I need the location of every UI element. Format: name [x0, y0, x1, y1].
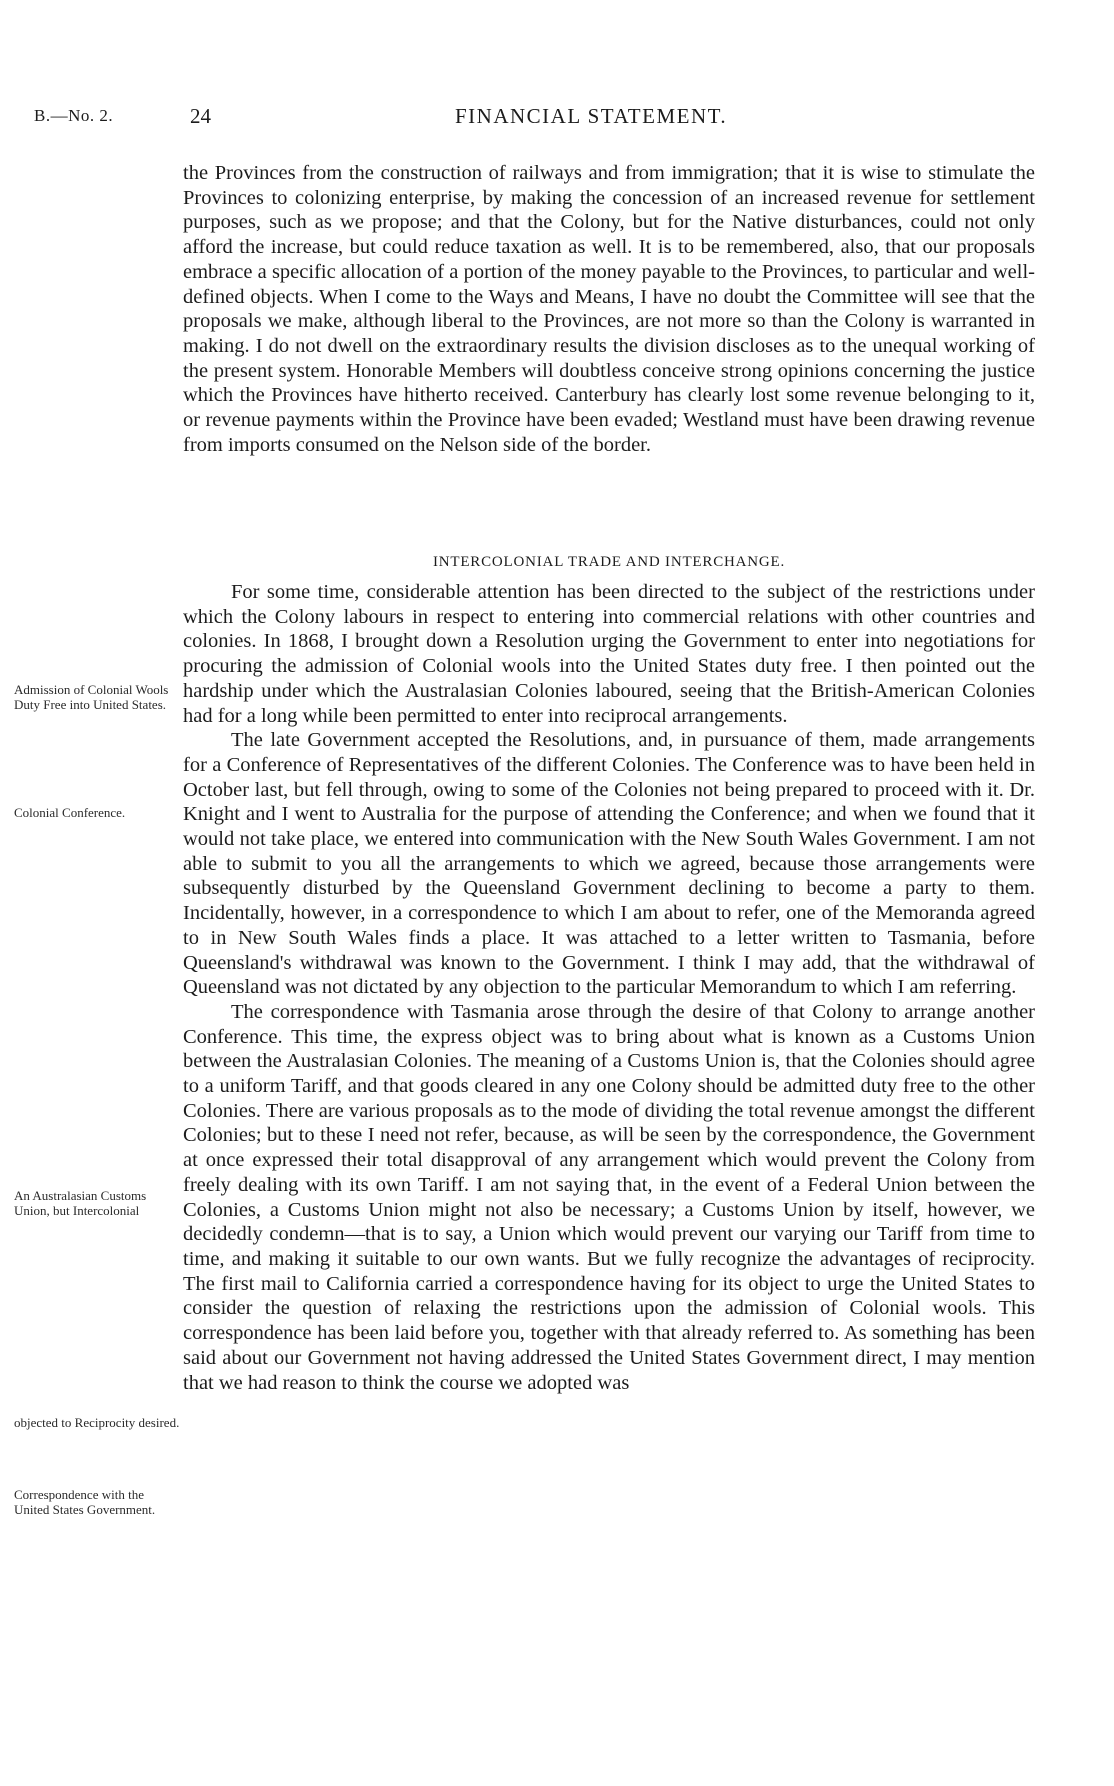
margin-note: Admission of Colonial Wools Duty Free into United States.	[14, 682, 169, 712]
margin-note: Colonial Conference.	[14, 805, 126, 820]
page-title: FINANCIAL STATEMENT.	[455, 104, 728, 128]
body-text-block-1	[183, 161, 1035, 457]
margin-note: Correspondence with the United States Government.	[14, 1487, 156, 1517]
margin-note: An Australasian Customs Union, but Intercolonial	[14, 1188, 147, 1218]
section-heading: INTERCOLONIAL TRADE AND INTERCHANGE.	[432, 554, 786, 570]
paragraph: The correspondence with Tasmania arose through the desire of that Colony to arrange another Conference. This time, the express object was to bring about what is known as a Customs Union between the Australasian Colonies. The meaning of a Customs Union is, that the Colonies should agree to a uniform Tariff, and that goods cleared in any one Colony should be admitted duty free to the other Colonies. There are various proposals as to the mode of dividing the total revenue amongst the different Colonies; but to these I need not refer, because, as will be seen by the correspondence, the Government at once expressed their total disapproval of any arrangement which would prevent the Colony from freely dealing with its own Tariff. I am not saying that, in the event of a Federal Union between the Colonies, a Customs Union might not also be necessary; a Customs Union by itself, however, we decidedly condemn—that is to say, a Union which would prevent our varying our Tariff from time to time, and making it suitable to our own wants. But we fully recognize the advantages of reciprocity. The first mail to California carried a correspondence having for its object to urge the United States to consider the question of relaxing the restrictions upon the admission of Colonial wools. This correspondence has been laid before you, together with that already referred to. As something has been said about our Government not having addressed the United States Government direct, I may mention that we had reason to think the course we adopted was	[183, 1000, 1035, 1394]
parliamentary-paper-reference: B.—No. 2.	[34, 106, 114, 125]
margin-note: objected to Reciprocity desired.	[14, 1415, 180, 1430]
paragraph: For some time, considerable attention has been directed to the subject of the restrictions under which the Colony labours in respect to entering into commercial relations with other countries and colonies. In 1868, I brought down a Resolution urging the Government to enter into negotiations for procuring the admission of Colonial wools into the United States duty free. I then pointed out the hardship under which the Australasian Colonies laboured, seeing that the British-American Colonies had for a long while been permitted to enter into reciprocal arrangements.	[183, 581, 1035, 727]
body-text-block-2	[183, 580, 1035, 1395]
page-number: 24	[190, 104, 211, 128]
paragraph: the Provinces from the construction of railways and from immigration; that it is wise to stimulate the Provinces to colonizing enterprise, by making the concession of an increased revenue for settlement purposes, such as we propose; and that the Colony, but for the Native disturbances, could not only afford the increase, but could reduce taxation as well. It is to be remembered, also, that our proposals embrace a specific allocation of a portion of the money payable to the Provinces, to particular and well-defined objects. When I come to the Ways and Means, I have no doubt the Committee will see that the proposals we make, although liberal to the Provinces, are not more so than the Colony is warranted in making. I do not dwell on the extraordinary results the division discloses as to the unequal working of the present system. Honorable Members will doubtless conceive strong opinions concerning the justice which the Provinces have hitherto received. Canterbury has clearly lost some revenue belonging to it, or revenue payments within the Province have been evaded; Westland must have been drawing revenue from imports consumed on the Nelson side of the border.	[183, 162, 1035, 456]
paragraph: The late Government accepted the Resolutions, and, in pursuance of them, made arrangements for a Conference of Representatives of the different Colonies. The Conference was to have been held in October last, but fell through, owing to some of the Colonies not being prepared to proceed with it. Dr. Knight and I went to Australia for the purpose of attending the Conference; and when we found that it would not take place, we entered into communication with the New South Wales Government. I am not able to submit to you all the arrangements to which we agreed, because those arrangements were subsequently disturbed by the Queensland Government declining to become a party to them. Incidentally, however, in a correspondence to which I am about to refer, one of the Memoranda agreed to in New South Wales finds a place. It was attached to a letter written to Tasmania, before Queensland's withdrawal was known to the Government. I think I may add, that the withdrawal of Queensland was not dictated by any objection to the particular Memorandum to which I am referring.	[183, 729, 1035, 999]
